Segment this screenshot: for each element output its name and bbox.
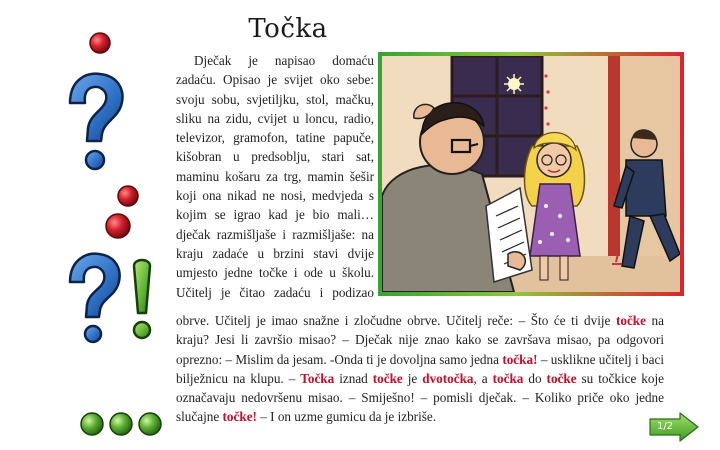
red-dot-icon: [106, 214, 130, 238]
ellipsis-dots-icon: [81, 413, 161, 435]
text-segment: je: [402, 370, 423, 386]
red-dot-icon: [118, 186, 138, 206]
text-segment: obrve. Učitelj je imao snažne i zločudne obrve. Učitelj reče: – Što će ti dvije: [176, 313, 616, 328]
story-text-wide: [176, 311, 664, 427]
highlighted-word: točka: [492, 370, 524, 386]
classroom-scene-illustration: [382, 56, 680, 292]
story-paragraph-1: Dječak je napisao domaću zadaću. Opisao je svijet oko sebe: svoju sobu, svjetiljku, stol, mačku, sliku na zidu, cvijet u loncu, radio, televizor, gramofon, tatine papuče, kišobran u predsoblju, stari sat, maminu košaru za trg, mamin šešir koji ona nikad ne nosi, medvjeda s kojim se igrao kad je bio mali…: [176, 53, 374, 223]
question-mark-icon: [70, 254, 120, 342]
text-segment: , a: [473, 370, 493, 386]
text-segment: na kraju? Jesi li završio misao? – Dječak nije znao kako se završava misao, pa odgovori oprezno: – Mislim da jesam. -Onda ti je dovoljna samo jedna: [176, 313, 665, 367]
highlighted-word: dvotočka: [422, 370, 474, 386]
text-segment: – usklikne učitelj i baci bilježnicu na klupu. –: [176, 351, 664, 386]
text-segment: do: [523, 370, 547, 386]
highlighted-word: točke: [372, 370, 403, 386]
highlighted-word: Točka: [300, 370, 335, 386]
text-segment: iznad: [334, 370, 373, 386]
story-text-column: [176, 51, 374, 302]
highlighted-word: točke!: [222, 409, 257, 425]
question-mark-icon: [70, 74, 122, 169]
punctuation-decoration: [0, 0, 180, 450]
text-segment: su točkice koje označavaju nedovršenu misao. – Smiješno! – pomisli dječak. – Koliko priče oko jedne slučajne: [176, 370, 664, 425]
highlighted-word: točke: [546, 370, 577, 386]
exclamation-mark-icon: [134, 260, 150, 338]
next-page-button[interactable]: [648, 412, 700, 442]
text-segment: – I on uzme gumicu da je izbriše.: [256, 409, 437, 425]
red-dot-icon: [90, 33, 110, 53]
highlighted-word: točka!: [502, 351, 538, 367]
story-paragraph-2: dječak razmišljaše i razmišljaše: na kraju zadaće u brzini stavi dvije umjesto jedne točke i ode u školu. Učitelj je čitao zadaću i podizao: [176, 226, 374, 300]
story-paragraph-3: [176, 311, 664, 427]
story-illustration: [378, 52, 684, 296]
page-indicator: 1/2: [656, 421, 674, 432]
highlighted-word: točke: [615, 313, 646, 328]
story-title: Točka: [248, 14, 328, 44]
